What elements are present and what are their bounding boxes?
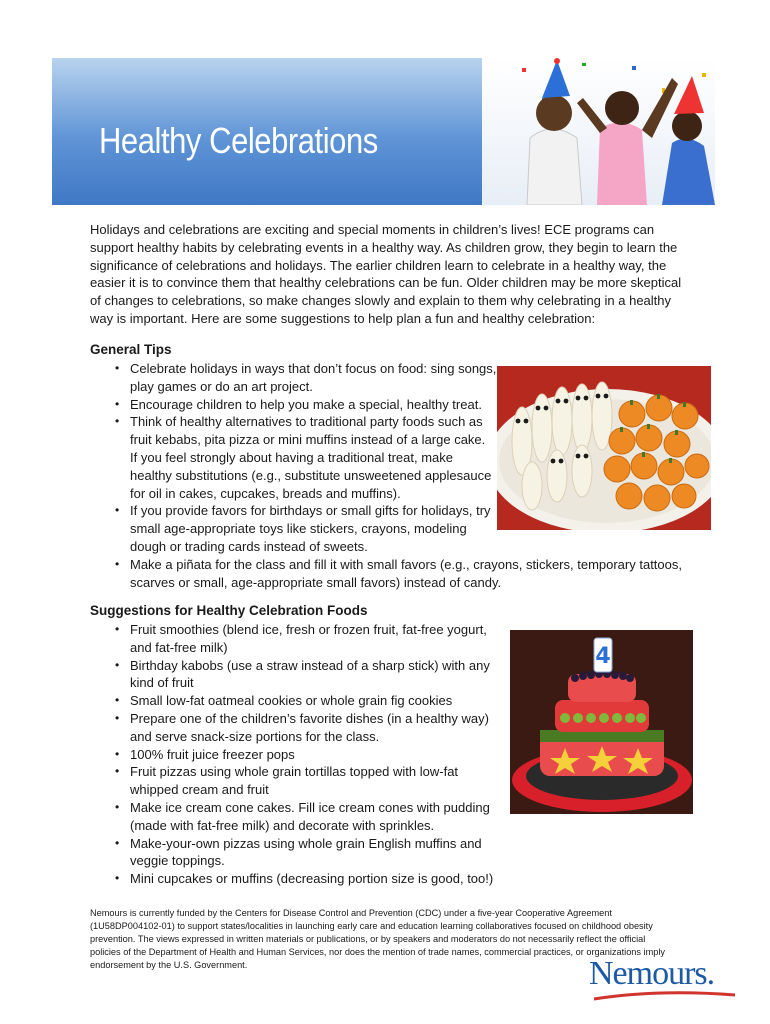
list-item-line: • Mini cupcakes or muffins (decreasing portion size is good, too!) — [130, 871, 494, 887]
list-item-line: for oil in cakes, cupcakes, breads and muffins). — [130, 485, 401, 501]
foods-list — [90, 621, 493, 888]
intro-line: of changes to celebrations, so make changes slowly and explain to them why celebrating in a healthy — [90, 293, 672, 309]
general-tips-heading: General Tips — [90, 342, 172, 357]
children-party-photo — [482, 58, 715, 205]
intro-line: Holidays and celebrations are exciting and special moments in children’s lives! ECE programs can — [90, 222, 655, 237]
list-item-line: • Fruit pizzas using whole grain tortillas topped with low-fat — [130, 764, 459, 780]
list-item-line: • Celebrate holidays in ways that don’t focus on food: sing songs, — [130, 361, 497, 376]
banana-ghost-tangerine-pumpkin-platter — [497, 366, 711, 530]
list-item-line: fruit kebabs, pita pizza or mini muffins instead of a large cake. — [130, 432, 486, 448]
list-item — [90, 835, 493, 871]
list-item-line: dough or trading cards instead of sweets. — [130, 538, 368, 554]
intro-paragraph — [90, 221, 690, 328]
list-item-line: healthy substitutions (e.g., substitute unsweetened applesauce — [130, 467, 492, 483]
fruit-cake-with-candle-4 — [510, 630, 693, 814]
svg-text:4: 4 — [595, 644, 611, 669]
list-item-line: • Think of healthy alternatives to traditional party foods such as — [130, 414, 483, 430]
list-item — [90, 763, 493, 799]
nemours-logo — [589, 955, 739, 1005]
intro-line: way is important. Here are some suggestions to help plan a fun and healthy celebration: — [90, 310, 596, 326]
footer-line: policies of the Department of Health and Human Services, nor does the mention of trade names, commercial practices, or organizations imply — [90, 947, 666, 957]
foods-heading: Suggestions for Healthy Celebration Foods — [90, 603, 368, 618]
list-item-line: • Encourage children to help you make a special, healthy treat. — [130, 396, 482, 412]
list-item-line: whipped cream and fruit — [130, 782, 269, 798]
list-item-line: • Prepare one of the children’s favorite dishes (in a healthy way) — [130, 710, 489, 726]
list-item-line: • Fruit smoothies (blend ice, fresh or frozen fruit, fat-free yogurt, — [130, 622, 487, 637]
list-item — [90, 621, 493, 657]
list-item-line: If you feel strongly about having a traditional treat, make — [130, 449, 454, 465]
footer-line: prevention. The views expressed in written materials or publications, or by speakers and moderators do not necessarily reflect the official — [90, 934, 646, 944]
list-item-line: (made with fat-free milk) and decorate with sprinkles. — [130, 817, 435, 833]
list-item — [90, 657, 493, 693]
page-title: Healthy Celebrations — [99, 120, 378, 161]
list-item-line: • Make-your-own pizzas using whole grain English muffins and — [130, 835, 482, 851]
logo-wordmark: Nemours. — [589, 955, 715, 992]
intro-line: significance of celebrations and holidays. The earlier children learn to celebrate in a healthy way, the — [90, 257, 667, 273]
list-item — [90, 799, 493, 835]
list-item-line: • Make a piñata for the class and fill it with small favors (e.g., crayons, stickers, temporary tattoos, — [130, 556, 682, 572]
list-item — [90, 556, 682, 592]
list-item-line: scarves or small, age-appropriate small favors) instead of candy. — [130, 574, 502, 590]
list-item-line: • Small low-fat oatmeal cookies or whole grain fig cookies — [130, 693, 453, 709]
footer-line: (1U58DP004102-01) to support states/localities in launching early care and education learning collaboratives focused on childhood obesity — [90, 921, 653, 931]
list-item-line: • Make ice cream cone cakes. Fill ice cream cones with pudding — [130, 799, 490, 815]
list-item-line: small age-appropriate toys like stickers, crayons, modeling — [130, 521, 467, 537]
intro-line: support healthy habits by celebrating events in a healthy way. As children grow, they begin to learn the — [90, 239, 678, 255]
list-item-line: kind of fruit — [130, 675, 194, 691]
list-item-line: • Birthday kabobs (use a straw instead of a sharp stick) with any — [130, 657, 490, 673]
header-banner — [52, 58, 715, 205]
list-item-line: veggie toppings. — [130, 853, 225, 869]
list-item — [90, 710, 493, 746]
list-item — [90, 746, 493, 764]
footer-line: Nemours is currently funded by the Centers for Disease Control and Prevention (CDC) under a five-year Cooperative Agreement — [90, 908, 612, 918]
footer-line: endorsement by the U.S. Government. — [90, 960, 248, 970]
list-item-line: • If you provide favors for birthdays or small gifts for holidays, try — [130, 503, 491, 519]
list-item — [90, 870, 493, 888]
list-item-line: and fat-free milk) — [130, 639, 228, 655]
logo-swoosh-icon — [589, 955, 739, 1005]
list-item — [90, 692, 493, 710]
list-item-line: and serve snack-size portions for the class. — [130, 728, 380, 744]
intro-line: easier it is to convince them that healthy celebrations can be fun. Older children may be more skeptical — [90, 275, 682, 291]
list-item-line: play games or do an art project. — [130, 378, 313, 394]
list-item-line: • 100% fruit juice freezer pops — [130, 746, 295, 762]
